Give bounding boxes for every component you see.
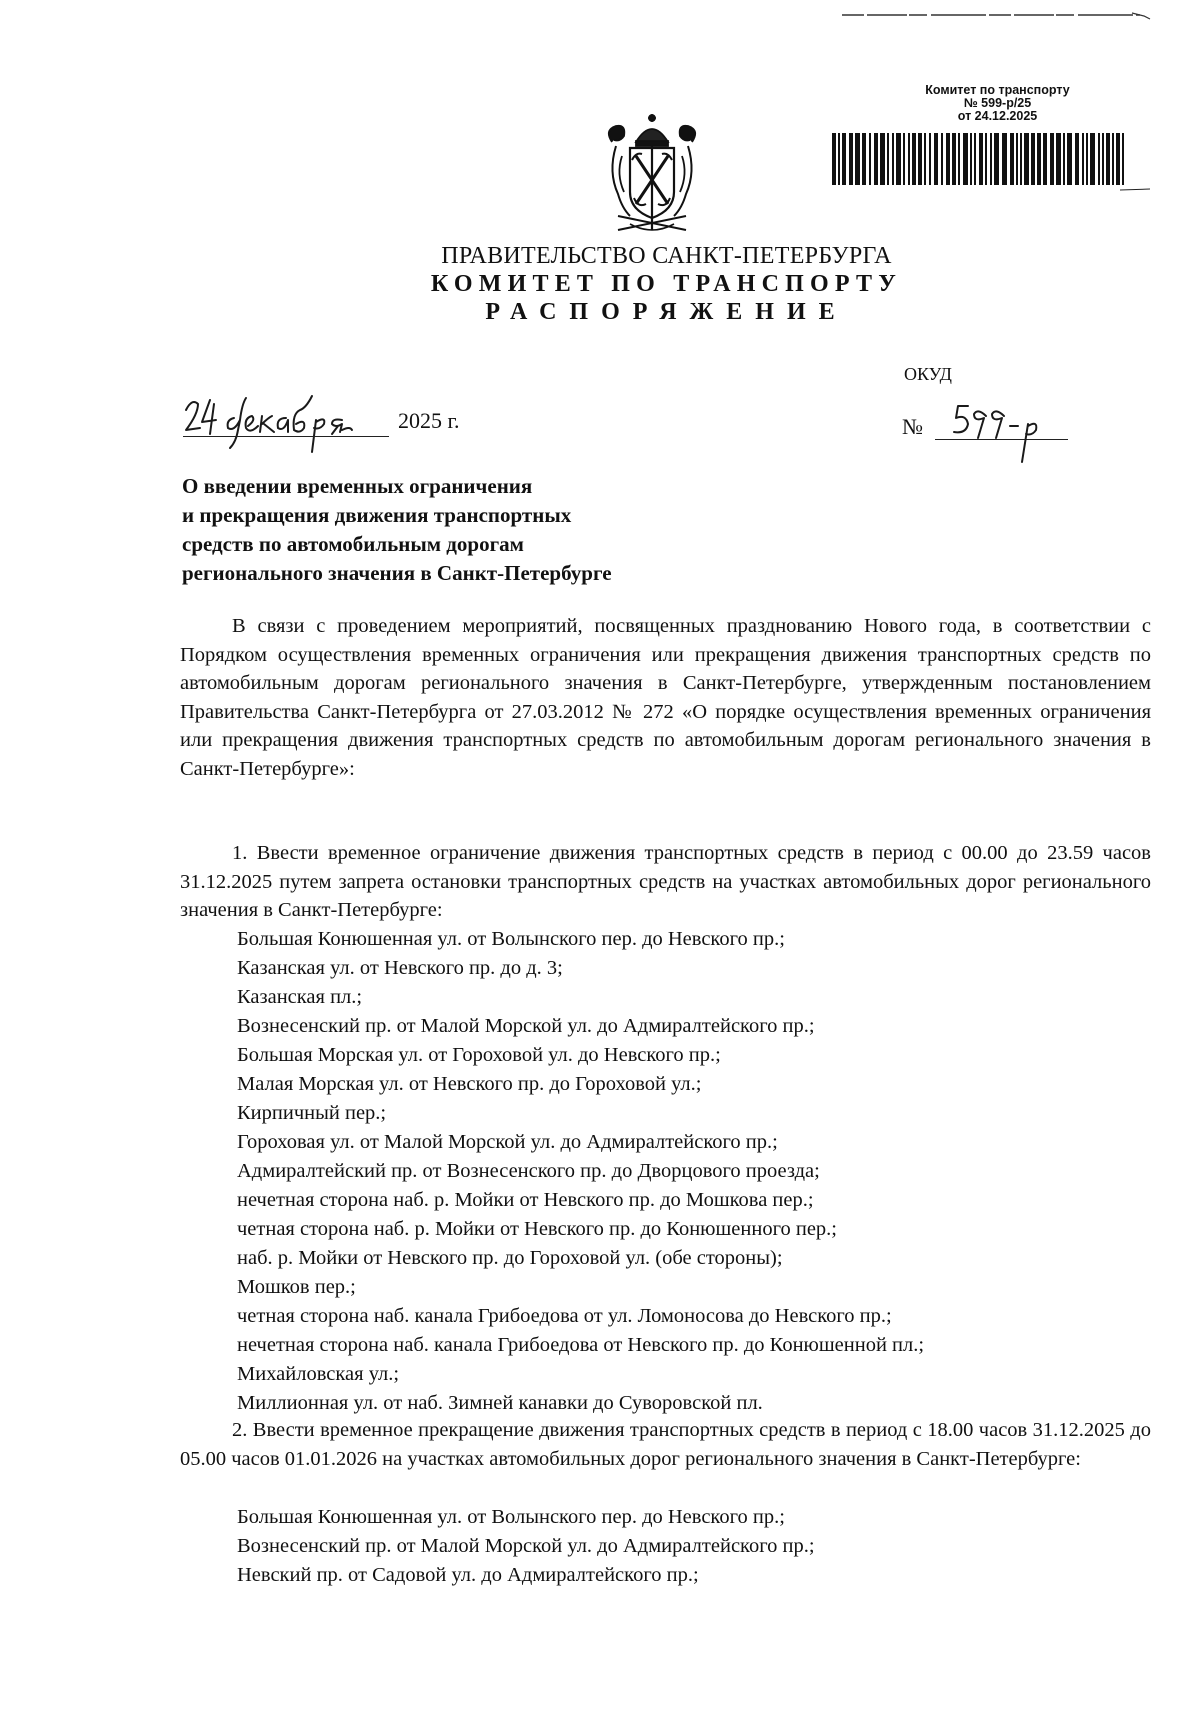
- barcode-bar: [974, 133, 976, 185]
- barcode-bar: [924, 133, 926, 185]
- barcode-bar: [1082, 133, 1084, 185]
- barcode-bar: [990, 133, 992, 185]
- date-underline: [183, 436, 389, 437]
- stamp-date: от 24.12.2025: [957, 109, 1038, 123]
- coat-of-arms-icon: [600, 112, 705, 237]
- barcode-bar: [887, 133, 889, 185]
- stamp-committee: Комитет по транспорту: [925, 83, 1070, 97]
- item-1-road-list: [237, 925, 924, 1418]
- barcode-bar: [979, 133, 983, 185]
- barcode-bar: [1102, 133, 1104, 185]
- barcode-bar: [849, 133, 853, 185]
- barcode-bar: [874, 133, 878, 185]
- barcode-bar: [832, 133, 836, 185]
- barcode-bar: [952, 133, 956, 185]
- barcode-bar: [1090, 133, 1095, 185]
- barcode-bar: [918, 133, 922, 185]
- barcode-bar: [869, 133, 871, 185]
- barcode-bar: [1020, 133, 1022, 185]
- list-item: Миллионная ул. от наб. Зимней канавки до Суворовской пл.: [237, 1392, 763, 1414]
- barcode-bar: [912, 133, 916, 185]
- barcode-bar: [1116, 133, 1120, 185]
- preamble-paragraph: В связи с проведением мероприятий, посвященных празднованию Нового года, в соответствии с Порядком осуществления временных ограничения или прекращения движения транспортных средств по автомобильным дорогам регионального значения в Санкт-Петербурге, утвержденным постановлением Правительства Санкт-Петербурга от 27.03.2012 № 272 «О порядке осуществления временных ограничения или прекращения движения транспортных средств по автомобильным дорогам регионального значения в Санкт-Петербурге»:: [180, 615, 1151, 780]
- list-item: наб. р. Мойки от Невского пр. до Гороховой ул. (обе стороны);: [237, 1247, 783, 1269]
- barcode-bar: [985, 133, 987, 185]
- barcode-bar: [1056, 133, 1061, 185]
- list-item: Большая Конюшенная ул. от Волынского пер. до Невского пр.;: [237, 928, 785, 950]
- barcode-bar: [1098, 133, 1100, 185]
- barcode-bar: [994, 133, 999, 185]
- list-item: Вознесенский пр. от Малой Морской ул. до Адмиралтейского пр.;: [237, 1015, 815, 1037]
- barcode-bar: [1016, 133, 1018, 185]
- barcode-bar: [855, 133, 860, 185]
- barcode-bar: [958, 133, 960, 185]
- list-item: четная сторона наб. канала Грибоедова от ул. Ломоносова до Невского пр.;: [237, 1305, 892, 1327]
- committee-title: КОМИТЕТ ПО ТРАНСПОРТУ: [430, 271, 903, 297]
- list-item: четная сторона наб. р. Мойки от Невского пр. до Конюшенного пер.;: [237, 1218, 837, 1240]
- subject-line: регионального значения в Санкт-Петербурге: [182, 561, 612, 585]
- barcode-bar: [1031, 133, 1035, 185]
- barcode-bar: [908, 133, 910, 185]
- barcode-bar: [892, 133, 894, 185]
- okud-label: ОКУД: [904, 364, 952, 384]
- list-item: Мошков пер.;: [237, 1276, 356, 1298]
- list-item: Казанская пл.;: [237, 986, 363, 1008]
- subject-line: О введении временных ограничения: [182, 474, 533, 498]
- barcode-bar: [929, 133, 931, 185]
- barcode-bar: [1043, 133, 1047, 185]
- barcode-bar: [1037, 133, 1041, 185]
- barcode-bar: [842, 133, 846, 185]
- barcode-bar: [1002, 133, 1007, 185]
- list-item: Малая Морская ул. от Невского пр. до Гороховой ул.;: [237, 1073, 702, 1095]
- document-subject: [182, 472, 612, 588]
- item-2-paragraph: 2. Ввести временное прекращение движения транспортных средств в период с 18.00 часов 31.12.2025 до 05.00 часов 01.01.2026 на участках автомобильных дорог регионального значения в Санкт-Петербурге:: [180, 1419, 1151, 1470]
- list-item: Кирпичный пер.;: [237, 1102, 387, 1124]
- barcode-bar: [1122, 133, 1124, 185]
- list-item: Невский пр. от Садовой ул. до Адмиралтейского пр.;: [237, 1564, 699, 1586]
- barcode-bar: [946, 133, 950, 185]
- barcode-bar: [838, 133, 840, 185]
- barcode-bar: [1086, 133, 1088, 185]
- list-item: Вознесенский пр. от Малой Морской ул. до Адмиралтейского пр.;: [237, 1535, 815, 1557]
- barcode: [830, 133, 1150, 195]
- barcode-bar: [1024, 133, 1029, 185]
- barcode-bar: [903, 133, 905, 185]
- list-item: нечетная сторона наб. р. Мойки от Невского пр. до Мошкова пер.;: [237, 1189, 814, 1211]
- subject-line: и прекращения движения транспортных: [182, 503, 572, 527]
- registration-stamp: [825, 84, 1170, 123]
- stamp-number: № 599-р/25: [963, 96, 1032, 110]
- list-item: Большая Морская ул. от Гороховой ул. до Невского пр.;: [237, 1044, 721, 1066]
- handwritten-number: [952, 398, 1057, 468]
- barcode-bar: [970, 133, 972, 185]
- barcode-bar: [1106, 133, 1110, 185]
- item-1-paragraph: 1. Ввести временное ограничение движения транспортных средств в период с 00.00 до 23.59 часов 31.12.2025 путем запрета остановки транспортных средств на участках автомобильных дорог регионального значения в Санкт-Петербурге:: [180, 842, 1151, 921]
- document-type-title: РАСПОРЯЖЕНИЕ: [485, 299, 848, 325]
- government-title: ПРАВИТЕЛЬСТВО САНКТ-ПЕТЕРБУРГА: [441, 243, 892, 269]
- barcode-bar: [1067, 133, 1072, 185]
- barcode-bar: [1050, 133, 1054, 185]
- barcode-bar: [963, 133, 968, 185]
- scan-artifact-line: [840, 10, 1160, 20]
- handwritten-date: [182, 390, 400, 458]
- list-item: Адмиралтейский пр. от Вознесенского пр. до Дворцового проезда;: [237, 1160, 820, 1182]
- barcode-bar: [941, 133, 943, 185]
- list-item: Большая Конюшенная ул. от Волынского пер. до Невского пр.;: [237, 1506, 785, 1528]
- barcode-bar: [880, 133, 885, 185]
- barcode-bar: [1112, 133, 1114, 185]
- barcode-bar: [934, 133, 938, 185]
- date-year: 2025 г.: [398, 408, 460, 433]
- barcode-bar: [862, 133, 866, 185]
- list-item: Гороховая ул. от Малой Морской ул. до Адмиралтейского пр.;: [237, 1131, 778, 1153]
- list-item: Михайловская ул.;: [237, 1363, 400, 1385]
- subject-line: средств по автомобильным дорогам: [182, 532, 524, 556]
- barcode-bar: [1063, 133, 1065, 185]
- number-label: №: [902, 414, 923, 439]
- list-item: нечетная сторона наб. канала Грибоедова от Невского пр. до Конюшенной пл.;: [237, 1334, 925, 1356]
- item-2-road-list: [237, 1503, 815, 1590]
- barcode-bar: [1010, 133, 1014, 185]
- barcode-bar: [1075, 133, 1079, 185]
- barcode-bar: [896, 133, 901, 185]
- list-item: Казанская ул. от Невского пр. до д. 3;: [237, 957, 563, 979]
